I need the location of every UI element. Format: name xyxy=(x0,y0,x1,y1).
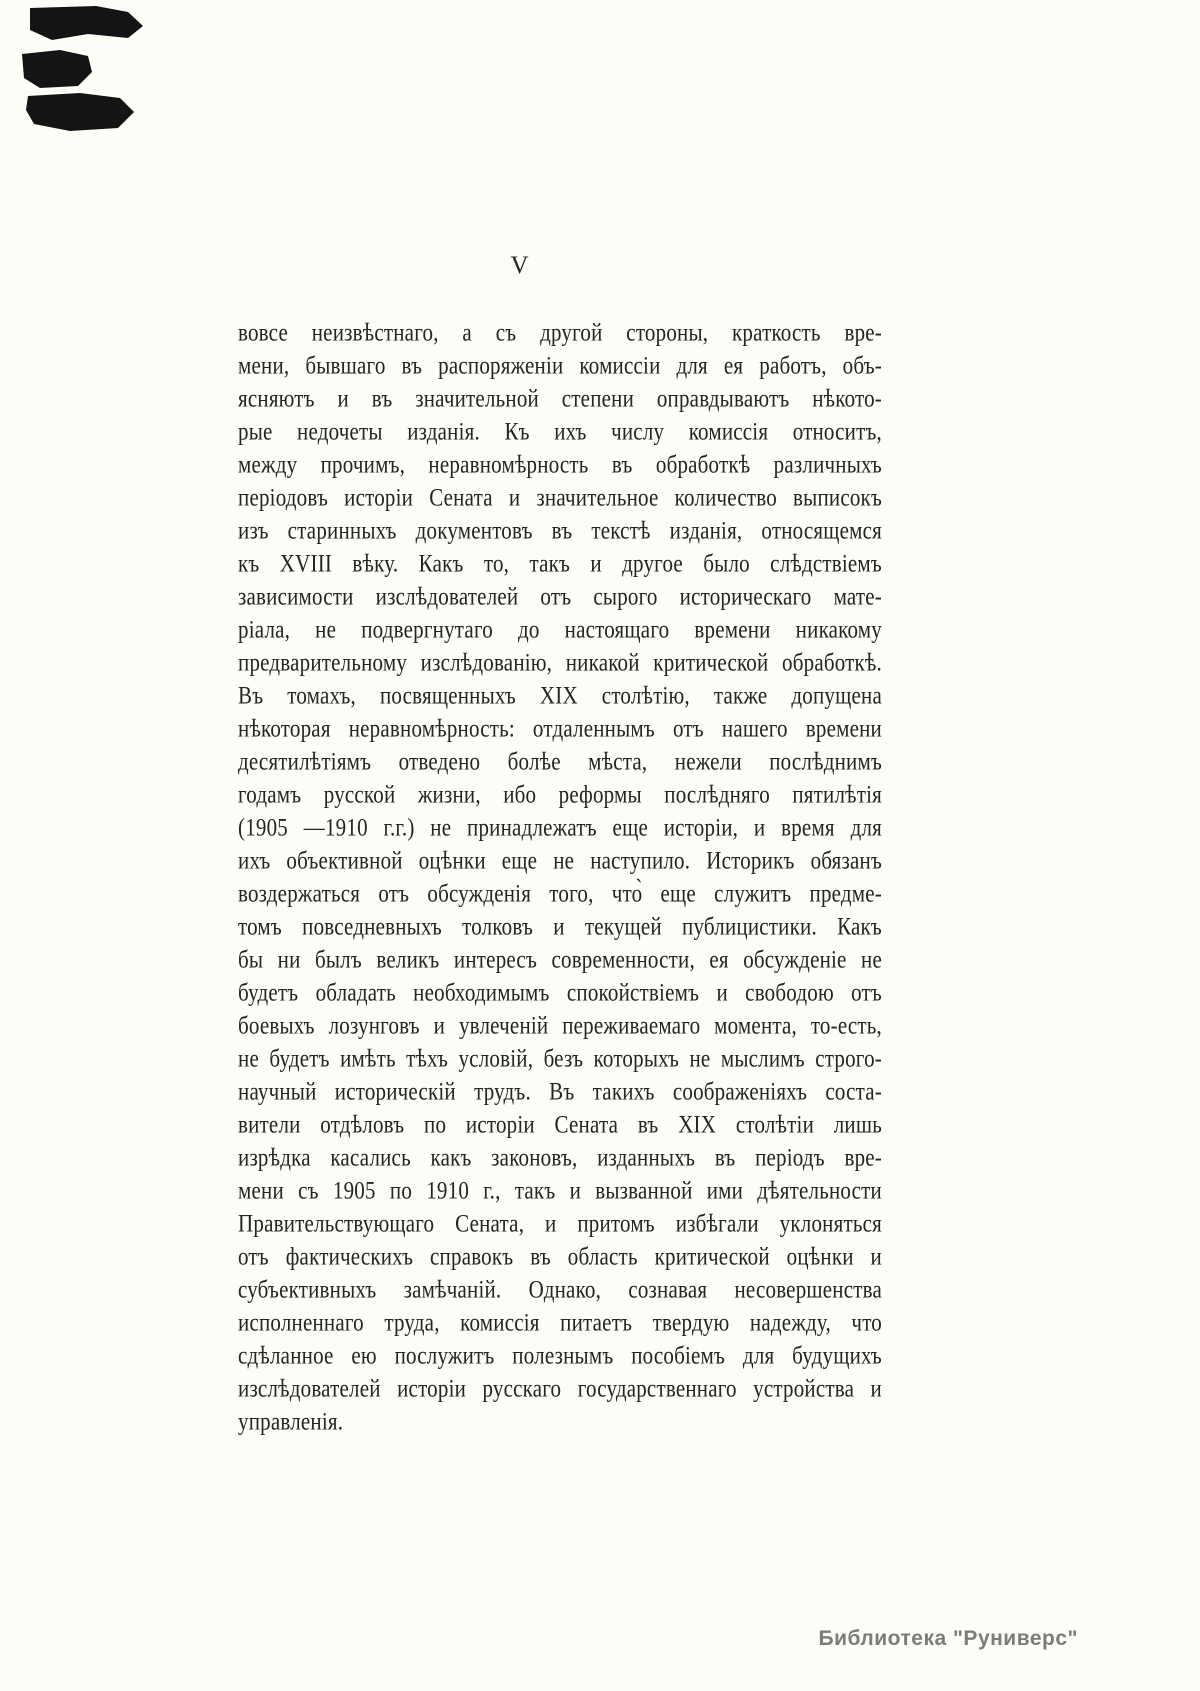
text-block xyxy=(238,316,882,1438)
text-line: вители отдѣловъ по исторіи Сената въ XIX столѣтіи лишь xyxy=(238,1109,882,1139)
footer-watermark: Библиотека "Руниверс" xyxy=(818,1627,1078,1650)
text-line: мени съ 1905 по 1910 г., такъ и вызванной ими дѣятельности xyxy=(238,1175,882,1205)
text-line: управленія. xyxy=(238,1406,344,1436)
text-line: сдѣланное ею послужитъ полезнымъ пособіемъ для будущихъ xyxy=(238,1340,882,1370)
text-line: между прочимъ, неравномѣрность въ обработкѣ различныхъ xyxy=(238,449,882,479)
text-line: десятилѣтіямъ отведено болѣе мѣста, нежели послѣднимъ xyxy=(238,746,882,776)
text-line: ріала, не подвергнутаго до настоящаго времени никакому xyxy=(238,614,882,644)
text-line: годамъ русской жизни, ибо реформы послѣдняго пятилѣтія xyxy=(238,779,882,809)
text-line: субъективныхъ замѣчаній. Однако, сознавая несовершенства xyxy=(238,1274,882,1304)
text-line: рые недочеты изданія. Къ ихъ числу комиссія относитъ, xyxy=(238,416,882,446)
text-line: отъ фактическихъ справокъ въ область критической оцѣнки и xyxy=(238,1241,882,1271)
text-line: Въ томахъ, посвященныхъ XIX столѣтію, также допущена xyxy=(238,680,882,710)
text-line: періодовъ исторіи Сената и значительное количество выписокъ xyxy=(238,482,882,512)
text-line: не будетъ имѣть тѣхъ условій, безъ которыхъ не мыслимъ строго- xyxy=(238,1043,882,1073)
text-line: научный историческій трудъ. Въ такихъ соображеніяхъ соста- xyxy=(238,1076,882,1106)
text-line: изрѣдка касались какъ законовъ, изданныхъ въ періодъ вре- xyxy=(238,1142,882,1172)
text-line: изслѣдователей исторіи русскаго государственнаго устройства и xyxy=(238,1373,882,1403)
text-line: бы ни былъ великъ интересъ современности, ея обсужденіе не xyxy=(238,944,882,974)
text-line: предварительному изслѣдованію, никакой критической обработкѣ. xyxy=(238,647,882,677)
text-line: исполненнаго труда, комиссія питаетъ твердую надежду, что xyxy=(238,1307,882,1337)
text-line: изъ старинныхъ документовъ въ текстѣ изданія, относящемся xyxy=(238,515,882,545)
text-line: будетъ обладать необходимымъ спокойствіемъ и свободою отъ xyxy=(238,977,882,1007)
text-line: ясняютъ и въ значительной степени оправдываютъ нѣкото- xyxy=(238,383,882,413)
text-line: ихъ объективной оцѣнки еще не наступило. Историкъ обязанъ xyxy=(238,845,882,875)
text-line: боевыхъ лозунговъ и увлеченій переживаемаго момента, то-есть, xyxy=(238,1010,882,1040)
text-line: къ XVIII вѣку. Какъ то, такъ и другое было слѣдствіемъ xyxy=(238,548,882,578)
text-line: нѣкоторая неравномѣрность: отдаленнымъ отъ нашего времени xyxy=(238,713,882,743)
text-line: вовсе неизвѣстнаго, а съ другой стороны, краткость вре- xyxy=(238,317,882,347)
scan-artifact-topleft xyxy=(0,0,170,145)
page-number: V xyxy=(510,252,530,279)
text-line: (1905 —1910 г.г.) не принадлежатъ еще исторіи, и время для xyxy=(238,812,882,842)
text-line: томъ повседневныхъ толковъ и текущей публицистики. Какъ xyxy=(238,911,882,941)
text-line: воздержаться отъ обсужденія того, что̀ еще служитъ предме- xyxy=(238,878,882,908)
text-line: мени, бывшаго въ распоряженіи комиссіи для ея работъ, объ- xyxy=(238,350,882,380)
text-line: зависимости изслѣдователей отъ сырого историческаго мате- xyxy=(238,581,882,611)
text-line: Правительствующаго Сената, и притомъ избѣгали уклоняться xyxy=(238,1208,882,1238)
